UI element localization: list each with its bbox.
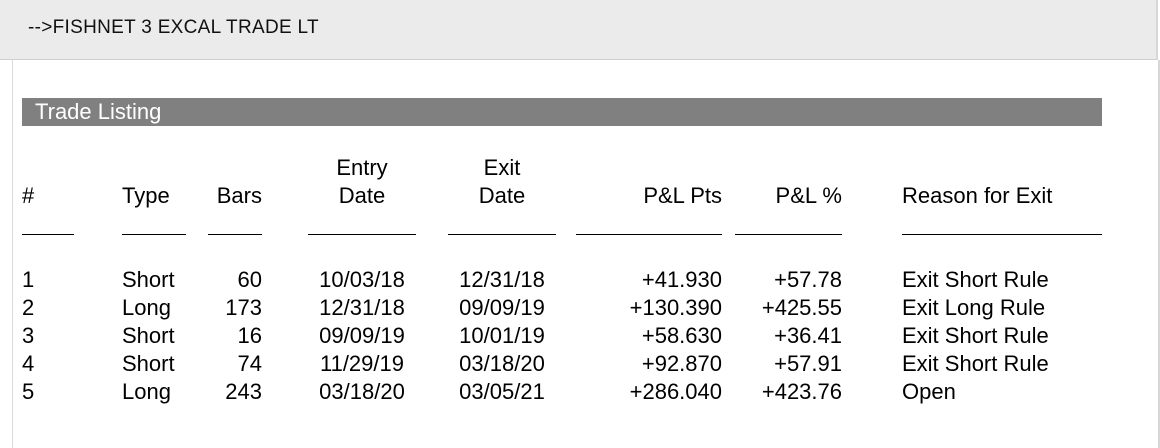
header-underline (576, 234, 722, 235)
header-reason: Reason for Exit (902, 183, 1053, 208)
header-pl-pts: P&L Pts (643, 183, 722, 208)
header-underline (22, 234, 74, 235)
row-entry-date: 11/29/19 (319, 351, 404, 376)
header-exit-line1: Exit (483, 155, 521, 180)
row-reason: Exit Short Rule (902, 351, 1049, 376)
content-left-border (12, 60, 13, 448)
header-bars: Bars (216, 183, 262, 208)
row-exit-date: 03/18/20 (459, 351, 545, 376)
row-pl-pct: +57.91 (774, 351, 842, 376)
window-titlebar (0, 0, 1158, 60)
row-pl-pct: +57.78 (774, 267, 842, 292)
row-num: 3 (22, 323, 35, 348)
header-underline (902, 234, 1102, 235)
row-exit-date: 12/31/18 (459, 267, 545, 292)
row-bars: 16 (237, 323, 262, 348)
header-pl-pct: P&L % (775, 183, 842, 208)
row-pl-pts: +92.870 (641, 351, 722, 376)
row-exit-date: 09/09/19 (459, 295, 545, 320)
row-entry-date: 10/03/18 (319, 267, 405, 292)
row-exit-date: 10/01/19 (459, 323, 545, 348)
header-underline (122, 234, 186, 235)
row-pl-pts: +58.630 (641, 323, 722, 348)
row-entry-date: 09/09/19 (319, 323, 405, 348)
header-type: Type (122, 183, 170, 208)
header-underline (448, 234, 556, 235)
row-reason: Open (902, 379, 956, 404)
row-pl-pct: +36.41 (774, 323, 842, 348)
trade-listing-header (22, 98, 1102, 126)
window-title: -->FISHNET 3 EXCAL TRADE LT (28, 17, 319, 38)
row-reason: Exit Short Rule (902, 267, 1049, 292)
row-bars: 60 (237, 267, 262, 292)
row-type: Short (122, 267, 175, 292)
row-exit-date: 03/05/21 (459, 379, 545, 404)
row-pl-pts: +286.040 (629, 379, 722, 404)
row-pl-pts: +130.390 (629, 295, 722, 320)
header-underline (308, 234, 416, 235)
header-underline (735, 234, 842, 235)
row-type: Long (122, 379, 171, 404)
row-entry-date: 03/18/20 (319, 379, 405, 404)
row-pl-pct: +423.76 (761, 379, 842, 404)
row-type: Short (122, 323, 175, 348)
header-entry-line1: Entry (336, 155, 388, 180)
header-num: # (22, 183, 35, 208)
row-type: Short (122, 351, 175, 376)
row-reason: Exit Long Rule (902, 295, 1046, 320)
row-num: 2 (22, 295, 35, 320)
row-num: 1 (22, 267, 35, 292)
row-pl-pct: +425.55 (761, 295, 842, 320)
header-entry-line2: Date (338, 183, 386, 208)
row-type: Long (122, 295, 171, 320)
row-bars: 173 (225, 295, 262, 320)
row-bars: 243 (225, 379, 262, 404)
row-pl-pts: +41.930 (641, 267, 722, 292)
row-bars: 74 (237, 351, 262, 376)
header-underline (208, 234, 262, 235)
row-reason: Exit Short Rule (902, 323, 1049, 348)
row-entry-date: 12/31/18 (319, 295, 405, 320)
section-title: Trade Listing (35, 99, 162, 124)
row-num: 5 (22, 379, 35, 404)
row-num: 4 (22, 351, 35, 376)
header-exit-line2: Date (478, 183, 526, 208)
